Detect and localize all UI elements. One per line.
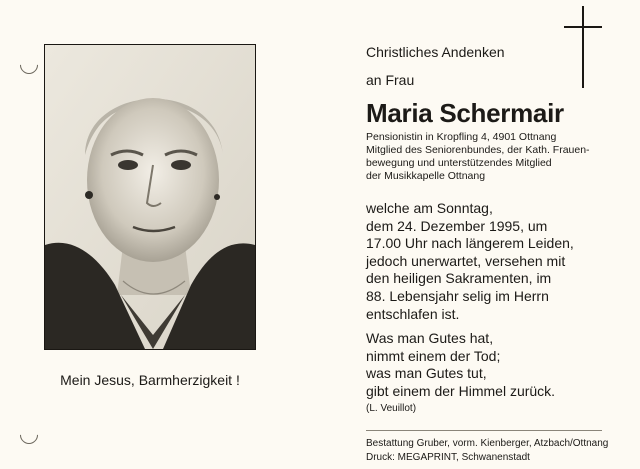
portrait-caption: Mein Jesus, Barmherzigkeit ! [60,372,240,388]
body-line: entschlafen ist. [366,305,460,322]
portrait-photo [44,44,256,350]
quote-line: was man Gutes tut, [366,365,487,382]
heading-line-2: an Frau [366,72,415,88]
body-line: welche am Sonntag, [366,200,493,216]
bio-line: Pensionistin in Kropfling 4, 4901 Ottnang [366,131,557,143]
body-line: 17.00 Uhr nach längerem Leiden, [366,235,574,252]
quote-line: nimmt einem der Tod; [366,347,501,364]
bio-line: der Musikkapelle Ottnang [366,170,486,182]
body-line: den heiligen Sakramenten, im [366,270,552,287]
body-line: jedoch unerwartet, versehen mit [366,252,566,269]
quote-author: (L. Veuillot) [366,403,417,415]
body-line: dem 24. Dezember 1995, um [366,217,548,234]
footer-divider [366,430,602,431]
biography [366,131,628,183]
corner-mark-icon [16,52,41,77]
death-notice-text [366,200,574,323]
quote-line: gibt einem der Himmel zurück. [366,382,556,399]
corner-mark-icon [16,422,41,447]
quote [366,330,555,418]
bio-line: Mitglied des Seniorenbundes, der Kath. Frauen- [366,144,590,156]
footer-undertaker: Bestattung Gruber, vorm. Kienberger, Atzbach/Ottnang [366,438,609,449]
footer-printer: Druck: MEGAPRINT, Schwanenstadt [366,452,530,463]
body-line: 88. Lebensjahr selig im Herrn [366,287,549,304]
quote-line: Was man Gutes hat, [366,330,494,346]
heading-line-1: Christliches Andenken [366,44,505,60]
cross-icon [564,6,602,88]
bio-line: bewegung und unterstützendes Mitglied [366,157,552,169]
deceased-name: Maria Schermair [366,98,564,128]
footer [366,437,608,465]
